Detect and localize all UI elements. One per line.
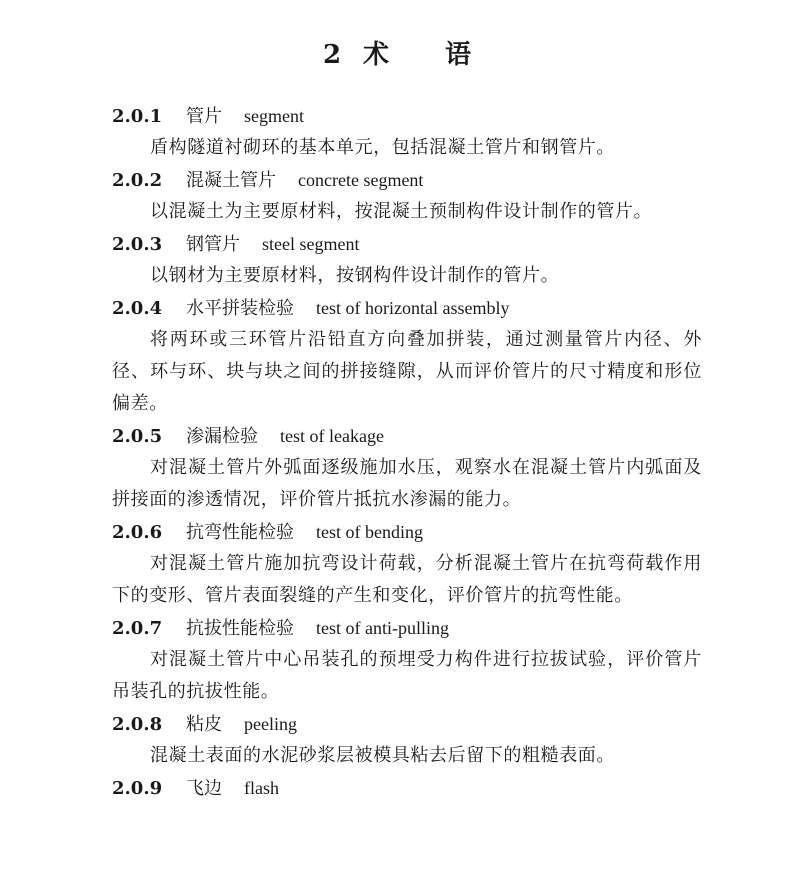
term-number: 2.0.5	[112, 426, 163, 447]
term-number: 2.0.6	[112, 522, 163, 543]
chapter-title	[0, 37, 794, 73]
term-english: flash	[244, 778, 279, 798]
term-entry	[112, 100, 702, 164]
term-heading	[112, 228, 702, 260]
term-definition: 混凝土表面的水泥砂浆层被模具粘去后留下的粗糙表面。	[150, 745, 615, 766]
term-chinese: 抗拔性能检验	[186, 618, 294, 639]
chapter-number: 2	[322, 40, 342, 71]
term-english: peeling	[244, 714, 297, 734]
term-entry	[112, 612, 702, 708]
term-heading	[112, 772, 702, 804]
term-number: 2.0.4	[112, 298, 163, 319]
term-english: test of leakage	[280, 426, 384, 446]
term-entry	[112, 772, 702, 804]
term-number: 2.0.1	[112, 106, 163, 127]
term-english: test of horizontal assembly	[316, 298, 510, 318]
term-definition: 对混凝土管片外弧面逐级施加水压，观察水在混凝土管片内弧面及拼接面的渗透情况，评价管片抵抗水渗漏的能力。	[112, 457, 702, 510]
term-heading	[112, 516, 702, 548]
term-entry	[112, 228, 702, 292]
term-chinese: 抗弯性能检验	[186, 522, 294, 543]
term-chinese: 水平拼装检验	[186, 298, 294, 319]
term-english: test of bending	[316, 522, 423, 542]
term-definition: 对混凝土管片施加抗弯设计荷载，分析混凝土管片在抗弯荷载作用下的变形、管片表面裂缝的产生和变化，评价管片的抗弯性能。	[112, 553, 702, 606]
term-definition: 对混凝土管片中心吊装孔的预埋受力构件进行拉拔试验，评价管片吊装孔的抗拔性能。	[112, 649, 702, 702]
term-number: 2.0.9	[112, 778, 163, 799]
term-definition: 将两环或三环管片沿铅直方向叠加拼装，通过测量管片内径、外径、环与环、块与块之间的拼接缝隙，从而评价管片的尺寸精度和形位偏差。	[112, 329, 702, 414]
term-number: 2.0.3	[112, 234, 163, 255]
term-chinese: 飞边	[186, 778, 222, 799]
term-chinese: 粘皮	[186, 714, 222, 735]
term-heading	[112, 164, 702, 196]
chapter-title-char-1: 术	[363, 40, 390, 71]
term-chinese: 混凝土管片	[186, 170, 276, 191]
term-definition: 盾构隧道衬砌环的基本单元，包括混凝土管片和钢管片。	[150, 137, 615, 158]
term-number: 2.0.8	[112, 714, 163, 735]
term-english: steel segment	[262, 234, 360, 254]
term-heading	[112, 612, 702, 644]
term-definition: 以钢材为主要原材料，按钢构件设计制作的管片。	[150, 265, 560, 286]
term-english: concrete segment	[298, 170, 424, 190]
term-entry	[112, 708, 702, 772]
term-entry	[112, 164, 702, 228]
term-chinese: 钢管片	[186, 234, 240, 255]
term-english: test of anti-pulling	[316, 618, 449, 638]
term-definition: 以混凝土为主要原材料，按混凝土预制构件设计制作的管片。	[150, 201, 653, 222]
term-number: 2.0.7	[112, 618, 163, 639]
term-chinese: 渗漏检验	[186, 426, 258, 447]
term-entry	[112, 292, 702, 420]
term-heading	[112, 292, 702, 324]
term-heading	[112, 420, 702, 452]
term-entry	[112, 516, 702, 612]
chapter-title-char-2: 语	[445, 40, 472, 71]
term-english: segment	[244, 106, 304, 126]
term-entry	[112, 420, 702, 516]
term-number: 2.0.2	[112, 170, 163, 191]
term-chinese: 管片	[186, 106, 222, 127]
term-heading	[112, 708, 702, 740]
term-heading	[112, 100, 702, 132]
terms-list	[112, 100, 702, 804]
